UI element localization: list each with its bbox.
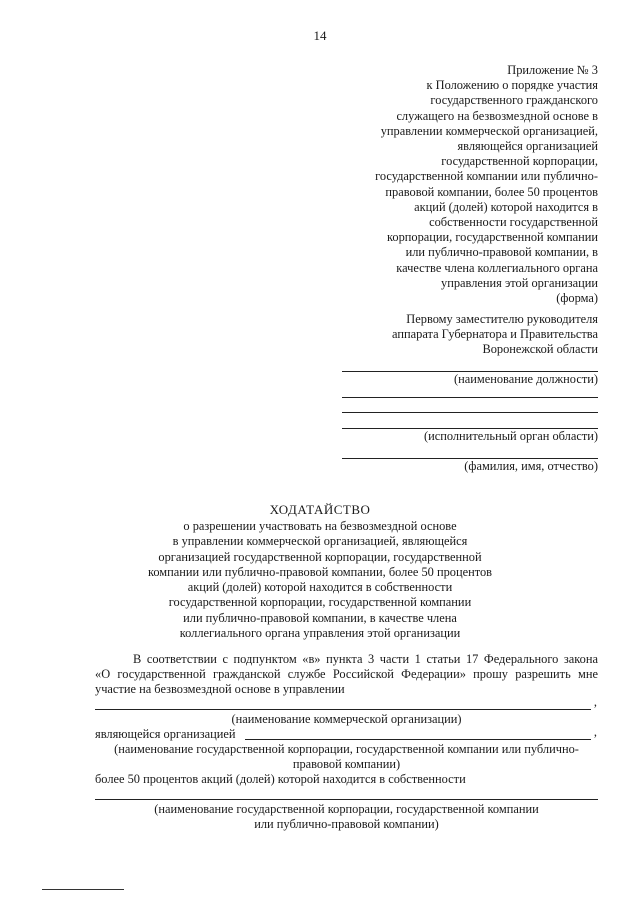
commercial-org-caption: (наименование коммерческой организации)	[231, 712, 462, 726]
body-line: «О государственной гражданской службе Российской Федерации» прошу разрешить мне	[95, 667, 598, 681]
page-number: 14	[313, 28, 327, 43]
full-name-caption: (фамилия, имя, отчество)	[464, 459, 598, 473]
appendix-line: корпорации, государственной компании	[386, 230, 598, 245]
full-name-blank-line[interactable]	[342, 449, 598, 459]
owner-caption: или публично-правовой компании)	[254, 817, 439, 831]
being-organization-label: являющейся организацией	[95, 727, 236, 741]
executive-body-blank-line-2[interactable]	[342, 398, 598, 413]
owner-row	[95, 787, 598, 802]
position-caption: (наименование должности)	[454, 372, 598, 386]
subtitle-line: государственной корпорации, государственной компании	[168, 595, 472, 610]
subtitle-line: о разрешении участвовать на безвозмездной основе	[183, 519, 457, 533]
owner-caption: (наименование государственной корпорации, государственной компании	[154, 802, 539, 816]
footnote-separator	[42, 889, 124, 890]
appendix-line: государственной компании или публично-	[375, 169, 598, 184]
body-line: В соответствии с подпунктом «в» пункта 3 части 1 статьи 17 Федерального закона	[133, 652, 598, 666]
appendix-line: или публично-правовой компании, в	[405, 245, 598, 260]
appendix-line: к Положению о порядке участия	[426, 78, 598, 93]
appendix-header	[328, 63, 598, 306]
appendix-line: управления этой организации	[441, 275, 598, 290]
addressee-line: Воронежской области	[482, 342, 598, 356]
corporation-row	[95, 727, 598, 742]
more-than-label: более 50 процентов акций (долей) которой находится в собственности	[95, 772, 466, 786]
addressee-line: аппарата Губернатора и Правительства	[392, 327, 598, 341]
appendix-line: являющейся организацией	[457, 139, 598, 154]
executive-body-blank-line-1[interactable]	[342, 388, 598, 398]
appendix-line: государственной корпорации,	[441, 154, 598, 169]
position-blank-line[interactable]	[342, 362, 598, 372]
appendix-line: акций (долей) которой находится в	[414, 199, 598, 214]
appendix-line: правовой компании, более 50 процентов	[385, 184, 598, 199]
body-line: участие на безвозмездной основе в управлении	[95, 682, 345, 696]
appendix-line: собственности государственной	[429, 215, 598, 230]
executive-body-field	[342, 388, 598, 444]
corporation-blank-line[interactable]	[245, 739, 591, 740]
full-name-field	[342, 449, 598, 474]
executive-body-blank-line-3[interactable]	[342, 413, 598, 429]
addressee-block	[328, 312, 598, 357]
comma: ,	[593, 695, 597, 709]
document-subtitle	[120, 519, 520, 641]
appendix-line: Приложение № 3	[507, 63, 598, 77]
subtitle-line: организацией государственной корпорации, государственной	[158, 549, 482, 564]
commercial-org-row	[95, 697, 598, 712]
appendix-line: управлении коммерческой организацией,	[380, 123, 598, 138]
subtitle-line: акций (долей) которой находится в собственности	[187, 580, 453, 595]
position-field	[342, 362, 598, 387]
comma: ,	[593, 725, 597, 739]
corporation-caption: правовой компании)	[292, 757, 401, 771]
executive-body-caption: (исполнительный орган области)	[423, 429, 598, 443]
owner-blank-line[interactable]	[95, 799, 598, 800]
subtitle-line: компании или публично-правовой компании, более 50 процентов	[147, 564, 493, 579]
subtitle-line: коллегиального органа управления этой организации	[179, 626, 461, 641]
appendix-line: государственного гражданского	[430, 93, 598, 108]
appendix-line: служащего на безвозмездной основе в	[396, 108, 598, 123]
appendix-line: качестве члена коллегиального органа	[396, 260, 598, 275]
commercial-org-blank-line[interactable]	[95, 709, 591, 710]
addressee-line: Первому заместителю руководителя	[406, 312, 598, 326]
appendix-form-label: (форма)	[556, 291, 598, 306]
corporation-caption: (наименование государственной корпорации, государственной компании или публично-	[114, 742, 579, 756]
subtitle-line: или публично-правовой компании, в качестве члена	[183, 610, 457, 625]
petition-body	[95, 652, 598, 832]
document-title: ХОДАТАЙСТВО	[269, 502, 371, 517]
subtitle-line: в управлении коммерческой организацией, являющейся	[172, 534, 468, 549]
